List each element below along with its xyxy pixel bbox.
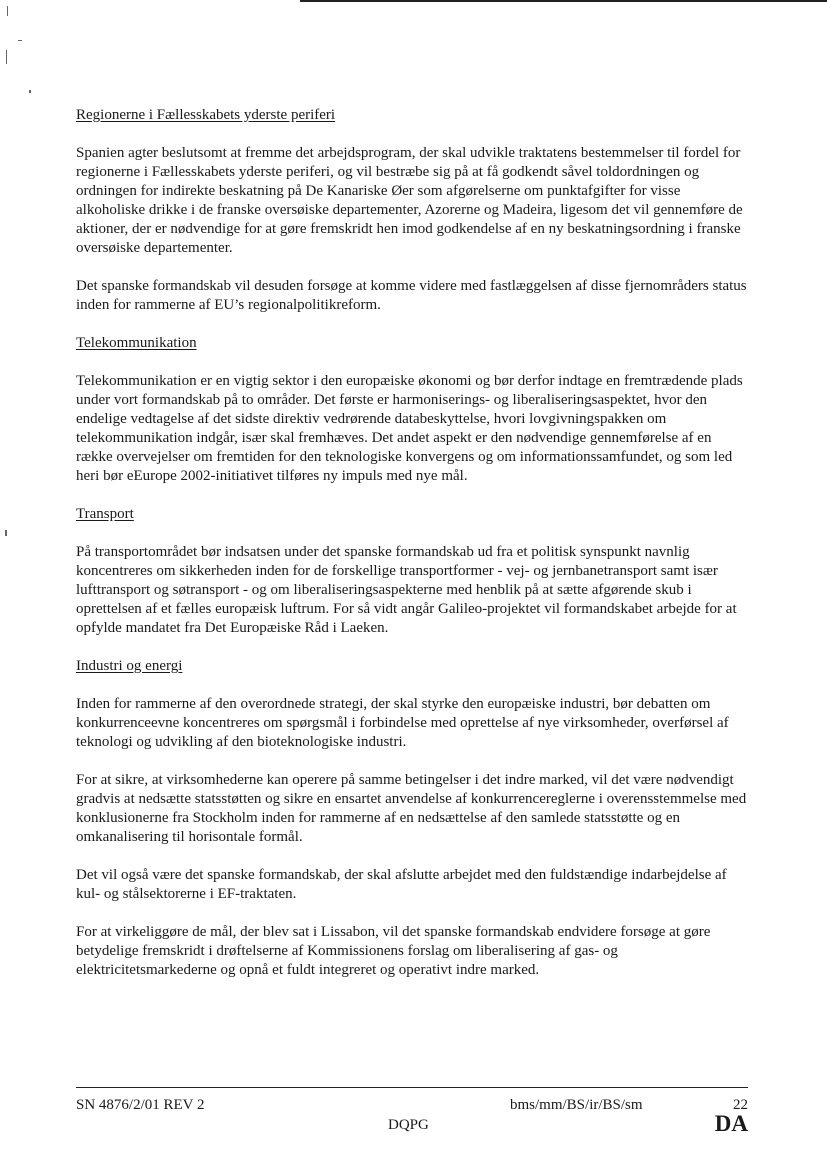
section-heading: Telekommunikation <box>76 335 197 351</box>
footer-rule <box>76 1087 748 1088</box>
paragraph: På transportområdet bør indsatsen under det spanske formandskab ud fra et politisk synspunkt navnlig koncentreres om sikkerheden inden for de forskellige transportformer - vej- og jernbanetransport samt især lufttransport og søtransport - og om liberaliseringsaspekterne med henblik på at sætte afgørende skub i oprettelsen af et fælles europæisk luftrum. For så vidt angår Galileo-projektet vil formandskabet arbejde for at opfylde mandatet fra Det Europæiske Råd i Laeken. <box>76 544 737 636</box>
author-initials: bms/mm/BS/ir/BS/sm <box>510 1097 643 1113</box>
section-heading: Transport <box>76 506 134 522</box>
paragraph: Inden for rammerne af den overordnede strategi, der skal styrke den europæiske industri, bør debatten om konkurrenceevne koncentreres om spørgsmål i forbindelse med oprettelse af nye virksomheder, overførsel af teknologi og udvikling af den bioteknologiske industri. <box>76 696 729 750</box>
top-scan-rule <box>300 0 827 2</box>
language-code: DA <box>714 1111 748 1136</box>
document-body <box>76 106 748 999</box>
section-industry-energy <box>76 657 748 980</box>
scan-mark <box>5 530 7 536</box>
paragraph: Spanien agter beslutsomt at fremme det arbejdsprogram, der skal udvikle traktatens bestemmelser til fordel for regionerne i Fællesskabets yderste periferi, og vil bestræbe sig på at få godkendt såvel toldordningen og ordningen for indirekte beskatning på De Kanariske Øer som afgørelserne om punktafgifter for visse alkoholiske drikke i de franske oversøiske departementer, Azorerne og Madeira, ligesom det vil gennemføre de aktioner, der er nødvendige for at gøre fremskridt hen imod godkendelse af en ny beskatningsordning i franske oversøiske departementer. <box>76 145 743 256</box>
section-outermost-regions <box>76 106 748 315</box>
scan-mark <box>18 40 22 41</box>
paragraph: Det vil også være det spanske formandskab, der skal afslutte arbejdet med den fuldstændige indarbejdelse af kul- og stålsektorerne i EF-traktaten. <box>76 867 727 902</box>
paragraph: Det spanske formandskab vil desuden forsøge at komme videre med fastlæggelsen af disse fjernområders status inden for rammerne af EU’s regionalpolitikreform. <box>76 278 747 313</box>
scan-mark <box>7 6 8 16</box>
section-heading: Regionerne i Fællesskabets yderste periferi <box>76 107 336 123</box>
scan-mark <box>29 90 31 93</box>
department-code: DQPG <box>388 1117 429 1133</box>
section-telecommunications <box>76 334 748 486</box>
section-transport <box>76 505 748 638</box>
document-reference: SN 4876/2/01 REV 2 <box>76 1097 205 1113</box>
paragraph: Telekommunikation er en vigtig sektor i den europæiske økonomi og bør derfor indtage en fremtrædende plads under vort formandskab på to områder. Det første er harmoniserings- og liberaliseringsaspektet, hvor den endelige vedtagelse af det sidste direktiv vedrørende databeskyttelse, hvori lovgivningspakken om telekommunikation indgår, især skal fremhæves. Det andet aspekt er den nødvendige gennemførelse af en række overvejelser om fremtiden for den teknologiske konvergens og om informationssamfundet, og som led heri bør eEurope 2002-initiativet tilføres ny impuls med nye mål. <box>76 373 743 484</box>
section-heading: Industri og energi <box>76 658 183 674</box>
scan-mark <box>6 50 7 64</box>
paragraph: For at virkeliggøre de mål, der blev sat i Lissabon, vil det spanske formandskab endvidere forsøge at gøre betydelige fremskridt i drøftelserne af Kommissionens forslag om liberalisering af gas- og elektricitetsmarkederne og opnå et fuldt integreret og operativt indre marked. <box>76 924 711 978</box>
page-number: 22 <box>733 1097 748 1113</box>
paragraph: For at sikre, at virksomhederne kan operere på samme betingelser i det indre marked, vil det være nødvendigt gradvis at nedsætte statsstøtten og sikre en ensartet anvendelse af konkurrencereglerne i overensstemmelse med konklusionerne fra Stockholm inden for rammerne af en nedsættelse af den samlede statsstøtte og en omkanalisering til horisontale formål. <box>76 772 747 845</box>
